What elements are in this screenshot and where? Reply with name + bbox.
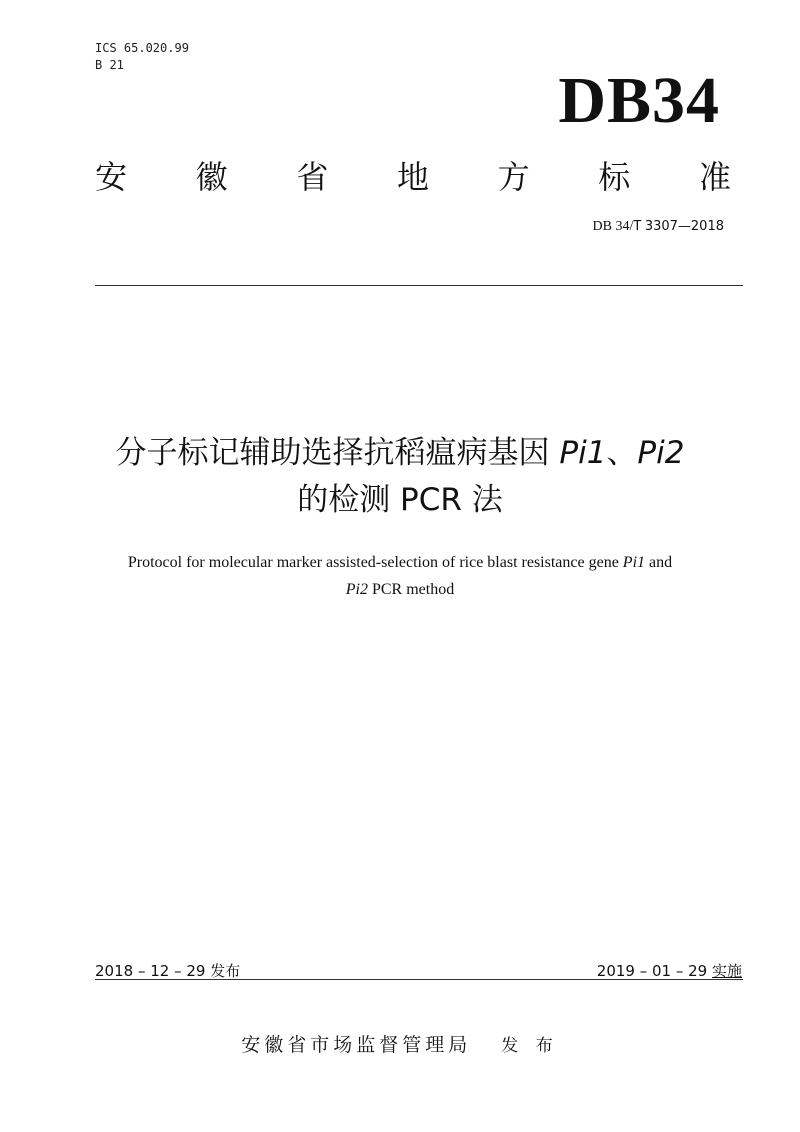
- standard-number-t: T: [633, 219, 642, 234]
- bottom-divider: [95, 979, 743, 980]
- chinese-title: [40, 430, 760, 524]
- gene-pi2: Pi2: [637, 435, 685, 471]
- title-separator: 、: [606, 435, 638, 471]
- english-title-and: and: [649, 554, 673, 571]
- chinese-title-text: 分子标记辅助选择抗稻瘟病基因: [115, 435, 550, 471]
- implementation-label: 实施: [711, 962, 742, 980]
- implementation-date: [597, 960, 742, 981]
- english-title-tail: PCR method: [371, 581, 455, 598]
- standard-type-char: 徽: [195, 158, 228, 196]
- ccs-code: B 21: [95, 58, 124, 72]
- gene-pi2-en: Pi2: [345, 581, 368, 598]
- standard-type-heading: [95, 150, 731, 200]
- ics-code: ICS 65.020.99: [95, 41, 189, 55]
- chinese-title-line1: [40, 430, 760, 477]
- standard-number: [593, 219, 724, 235]
- gene-pi1-en: Pi1: [622, 554, 646, 571]
- english-title: [60, 549, 740, 603]
- standard-type-char: 标: [598, 158, 631, 196]
- standard-number-value: 3307—2018: [644, 219, 724, 234]
- standard-type-char: 地: [396, 158, 429, 196]
- chinese-title-line2: 的检测 PCR 法: [297, 482, 503, 518]
- standard-type-char: 方: [497, 158, 530, 196]
- gene-pi1: Pi1: [559, 435, 607, 471]
- db34-logo: DB34: [558, 64, 720, 137]
- publish-label: 发 布: [501, 1036, 559, 1056]
- issue-date: 2018 – 12 – 29 发布: [95, 962, 241, 980]
- english-title-text: Protocol for molecular marker assisted-selection of rice blast resistance gene: [127, 554, 619, 571]
- top-divider: [95, 285, 743, 286]
- standard-type-char: 安: [95, 158, 128, 196]
- standard-type-char: 准: [698, 158, 731, 196]
- standard-number-prefix: DB 34/: [592, 219, 634, 234]
- classification-codes: [95, 40, 189, 74]
- standard-type-char: 省: [296, 158, 329, 196]
- publisher-line: [0, 1030, 800, 1057]
- publisher-org: 安徽省市场监督管理局: [241, 1034, 472, 1056]
- implementation-date-value: 2019 – 01 – 29: [596, 962, 708, 980]
